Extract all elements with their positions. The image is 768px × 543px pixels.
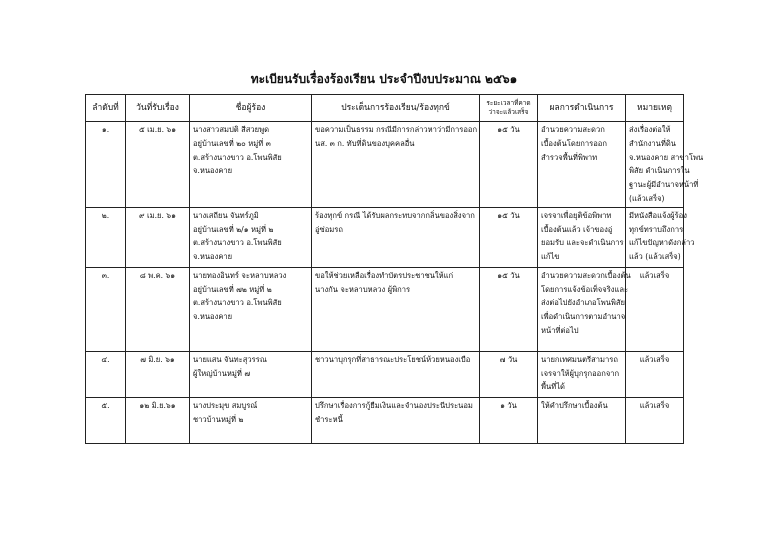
cell-result [538,122,626,208]
cell-result-line: อำนวยความสะดวก [541,125,605,134]
header-duration-line-1: ระยะเวลาที่คาด [486,99,531,107]
cell-name-line: ต.สร้างนางขาว อ.โพนพิสัย [193,152,282,162]
cell-duration: ๑๕ วัน [480,267,538,351]
cell-issue-line: ร้องทุกข์ กรณี ได้รับผลกระทบจากกลิ่นของสิ่งจาก [315,210,475,220]
cell-issue-line: ปรึกษาเรื่องการกู้ยืมเงินและจำนองประนีประนอม [315,400,473,410]
cell-result-line: ยอมรับ และจะดำเนินการ [541,238,624,248]
cell-remark-line: แก้ไขปัญหาดังกล่าว [629,238,695,248]
table-row [86,351,684,397]
cell-result-line: ให้คำปรึกษาเบื้องต้น [541,400,608,410]
cell-issue-line: ชาวนาบุกรุกที่สาธารณะประโยชน์ห้วยหนองเบือ [315,354,471,364]
cell-result [538,267,631,351]
header-remark: หมายเหตุ [626,95,684,122]
header-duration [480,95,538,122]
cell-duration: ๑ วัน [480,397,538,443]
cell-result [538,207,626,267]
cell-result [538,397,626,443]
cell-date: ๑๒ มิ.ย.๖๑ [126,397,190,443]
cell-remark [626,397,684,443]
header-date: วันที่รับเรื่อง [126,95,190,122]
cell-issue-line: ขอความเป็นธรรม กรณีมีการกล่าวหาว่ามีการออก [315,125,478,134]
cell-name-line: ผู้ใหญ่บ้านหมู่ที่ ๗ [193,368,251,378]
cell-duration: ๑๕ วัน [480,207,538,267]
cell-remark-line: แล้วเสร็จ [639,270,670,280]
cell-name [190,267,312,351]
cell-name-line: นายแสน จันทะสุวรรณ [193,354,267,364]
cell-name-line: อยู่บ้านเลขที่ ๒/๑ หมู่ที่ ๒ [193,224,274,234]
document-title: ทะเบียนรับเรื่องร้องเรียน ประจำปีงบประมาณ ๒๕๖๑ [250,72,518,86]
table-row [86,397,684,443]
cell-name-line: ชาวบ้านหมู่ที่ ๒ [193,414,244,424]
cell-remark-line: พิสัย ดำเนินการใน [629,166,690,176]
cell-name-line: จ.หนองคาย [193,312,233,322]
cell-result-line: เพื่อดำเนินการตามอำนาจ [541,312,626,322]
table-row [86,122,684,208]
cell-date: ๗ มิ.ย. ๖๑ [126,351,190,397]
cell-remark-line: แล้วเสร็จ [639,354,670,364]
cell-name-line: ต.สร้างนางขาว อ.โพนพิสัย [193,298,282,308]
cell-remark [626,122,704,208]
header-name: ชื่อผู้ร้อง [190,95,312,122]
cell-name-line: นายทองอินทร์ จะหลาบหลวง [193,270,287,280]
cell-name [190,351,312,397]
cell-result-line: พื้นที่ได้ [541,382,565,392]
cell-issue [312,397,480,443]
cell-result-line: แก้ไข [541,252,560,262]
complaint-register-table [85,94,704,444]
cell-issue-line: ชำระหนี้ [315,414,343,424]
cell-issue-line: ขอให้ช่วยเหลือเรื่องทำบัตรประชาชนให้แก่ [315,270,454,280]
table-row [86,267,684,351]
table-row [86,207,684,267]
cell-name-line: อยู่บ้านเลขที่ ๒๐ หมู่ที่ ๓ [193,138,271,148]
cell-result-line: เจรจาให้ผู้บุกรุกออกจาก [541,368,620,378]
cell-result-line: อำนวยความสะดวกเบื้องต้น [541,270,631,280]
cell-name-line: นางเสถียน จันทร์ภูมิ [193,210,259,220]
cell-remark [626,207,695,267]
table-body [86,122,704,444]
cell-result-line: นายกเทศมนตรีสามารถ [541,354,618,364]
cell-result-line: ส่งต่อไปยังอำเภอโพนพิสัย [541,298,625,308]
cell-result-line: เบื้องต้นแล้ว เจ้าของอู่ [541,224,613,234]
cell-issue [312,267,480,351]
cell-duration: ๗ วัน [480,351,538,397]
cell-name-line: นางสาวสมปติ สีสวยพูด [193,125,270,134]
cell-no: ๔. [86,351,126,397]
header-duration-line-2: ว่าจะแล้วเสร็จ [488,108,529,116]
cell-issue-line: นส. ๓ ก. ทับที่ดินของบุคคลอื่น [315,138,415,148]
header-no: ลำดับที่ [86,95,126,122]
cell-issue [312,207,480,267]
cell-issue-line: นางกัน จะหลาบหลวง ผู้พิการ [315,284,411,294]
cell-name-line: จ.หนองคาย [193,166,233,176]
cell-no: ๕. [86,397,126,443]
cell-result-line: สำรวจพื้นที่พิพาท [541,152,598,162]
cell-date: ๙ เม.ย. ๖๑ [126,207,190,267]
cell-remark-line: แล้วเสร็จ [639,400,670,410]
cell-date: ๕ เม.ย. ๖๑ [126,122,190,208]
cell-result-line: หน้าที่ต่อไป [541,325,579,335]
cell-result-line: โดยการแจ้งข้อเท็จจริงและ [541,284,629,294]
cell-result-line: เบื้องต้นโดยการออก [541,138,607,148]
cell-issue [312,122,480,208]
cell-remark [626,351,684,397]
cell-remark-line: ทุกข์ทราบถึงการ [629,224,684,234]
cell-remark-line: แล้ว (แล้วเสร็จ) [629,252,681,262]
cell-result-line: เจรจาเพื่อยุติข้อพิพาท [541,210,612,220]
cell-issue-line: อู่ซ่อมรถ [315,224,343,234]
cell-result [538,351,626,397]
cell-name-line: จ.หนองคาย [193,252,233,262]
cell-name [190,122,312,208]
table-header-row [86,95,684,122]
cell-remark-line: จ.หนองคาย สาขาโพน [629,152,704,162]
header-issue: ประเด็นการร้องเรียน/ร้องทุกข์ [312,95,480,122]
cell-name-line: นางประมุข สมบูรณ์ [193,400,258,410]
cell-name [190,397,312,443]
cell-issue [312,351,480,397]
cell-date: ๘ พ.ค. ๖๑ [126,267,190,351]
cell-no: ๓. [86,267,126,351]
cell-remark-line: ฐานะผู้มีอำนาจหน้าที่ [629,180,699,190]
cell-duration: ๑๕ วัน [480,122,538,208]
cell-name-line: ต.สร้างนางขาว อ.โพนพิสัย [193,238,282,248]
cell-remark-line: มีหนังสือแจ้งผู้ร้อง [629,210,687,220]
cell-remark-line: สำนักงานที่ดิน [629,138,676,148]
cell-remark-line: (แล้วเสร็จ) [629,193,665,203]
header-result: ผลการดำเนินการ [538,95,626,122]
cell-no: ๑. [86,122,126,208]
cell-remark [626,267,684,351]
cell-no: ๒. [86,207,126,267]
cell-name-line: อยู่บ้านเลขที่ ๗๒ หมู่ที่ ๒ [193,284,272,294]
cell-name [190,207,312,267]
cell-remark-line: ส่งเรื่องต่อให้ [629,125,671,134]
